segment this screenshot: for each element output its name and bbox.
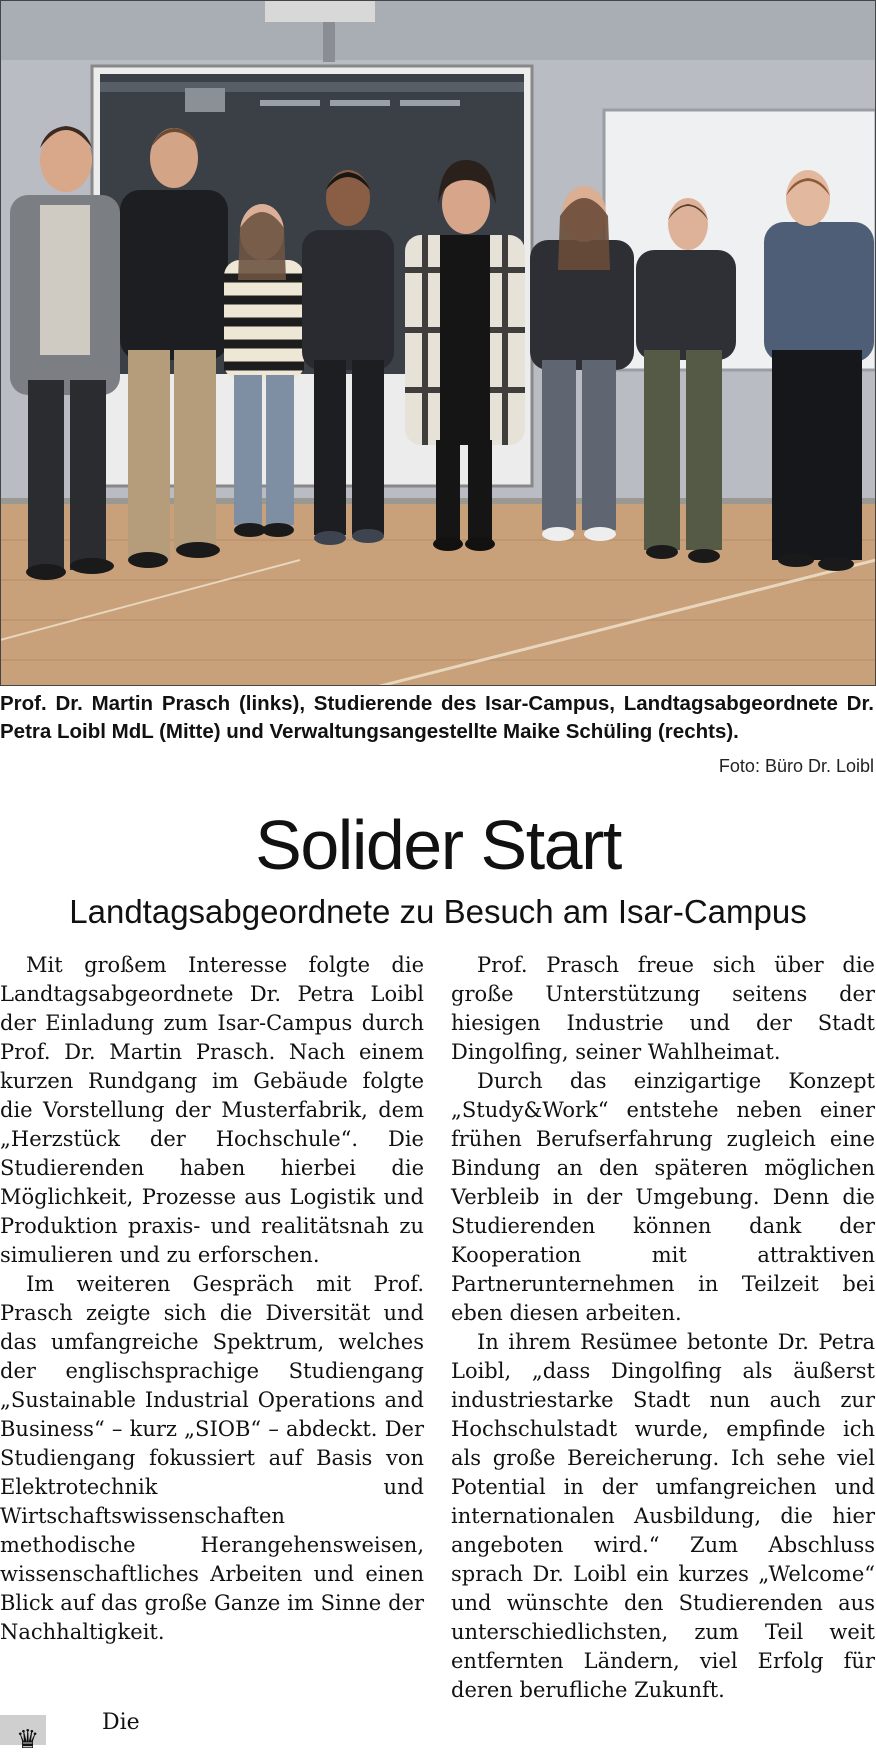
headline: Solider Start	[255, 806, 621, 884]
group-photo	[0, 0, 876, 686]
crown-icon: ♛	[16, 1725, 40, 1755]
paragraph: Durch das einzigartige Konzept „Study&Work“ entstehe neben einer frühen Berufserfahrung zugleich eine Bindung an den späteren möglichen Verbleib in der Umgebung. Denn die Studierenden können dank der Kooperation mit attraktiven Partnerunternehmen in Teilzeit bei eben diesen arbeiten.	[451, 1069, 875, 1325]
group-photo-illustration	[0, 0, 876, 686]
next-article-first-word: Die	[102, 1710, 140, 1735]
next-article-snippet	[0, 1705, 300, 1755]
article-column-right	[451, 951, 875, 1705]
subheadline: Landtagsabgeordnete zu Besuch am Isar-Campus	[69, 893, 807, 930]
photo-caption: Prof. Dr. Martin Prasch (links), Studierende des Isar-Campus, Landtagsabgeordnete Dr. Petra Loibl MdL (Mitte) und Verwaltungsangestellte Maike Schüling (rechts).	[0, 692, 874, 743]
paragraph: Mit großem Interesse folgte die Landtagsabgeordnete Dr. Petra Loibl der Einladung zum Isar-Campus durch Prof. Dr. Martin Prasch. Nach einem kurzen Rundgang im Gebäude folgte die Vorstellung der Musterfabrik, dem „Herzstück der Hochschule“. Die Studierenden haben hierbei die Möglichkeit, Prozesse aus Logistik und Produktion praxis- und realitätsnah zu simulieren und zu erforschen.	[0, 953, 424, 1267]
paragraph: Prof. Prasch freue sich über die große Unterstützung seitens der hiesigen Industrie und der Stadt Dingolfing, seiner Wahlheimat.	[451, 953, 875, 1064]
article-column-left	[0, 951, 424, 1647]
photo-credit: Foto: Büro Dr. Loibl	[718, 756, 874, 776]
paragraph: In ihrem Resümee betonte Dr. Petra Loibl, „dass Dingolfing als äußerst industriestarke Stadt nun auch zur Hochschulstadt wurde, empfinde ich als große Bereicherung. Ich sehe viel Potential in der umfangreichen und internationalen Ausbildung, die hier angeboten wird.“ Zum Abschluss sprach Dr. Loibl ein kurzes „Welcome“ und wünschte den Studierenden aus unterschiedlichsten, zum Teil weit entfernten Ländern, viel Erfolg für deren berufliche Zukunft.	[451, 1330, 875, 1702]
paragraph: Im weiteren Gespräch mit Prof. Prasch zeigte sich die Diversität und das umfangreiche Spektrum, welches der englischsprachige Studiengang „Sustainable Industrial Operations and Business“ – kurz „SIOB“ – abdeckt. Der Studiengang fokussiert auf Basis von Elektrotechnik und Wirtschaftswissenschaften methodische Herangehensweisen, wissenschaftliches Arbeiten und einen Blick auf das große Ganze im Sinne der Nachhaltigkeit.	[0, 1272, 424, 1644]
